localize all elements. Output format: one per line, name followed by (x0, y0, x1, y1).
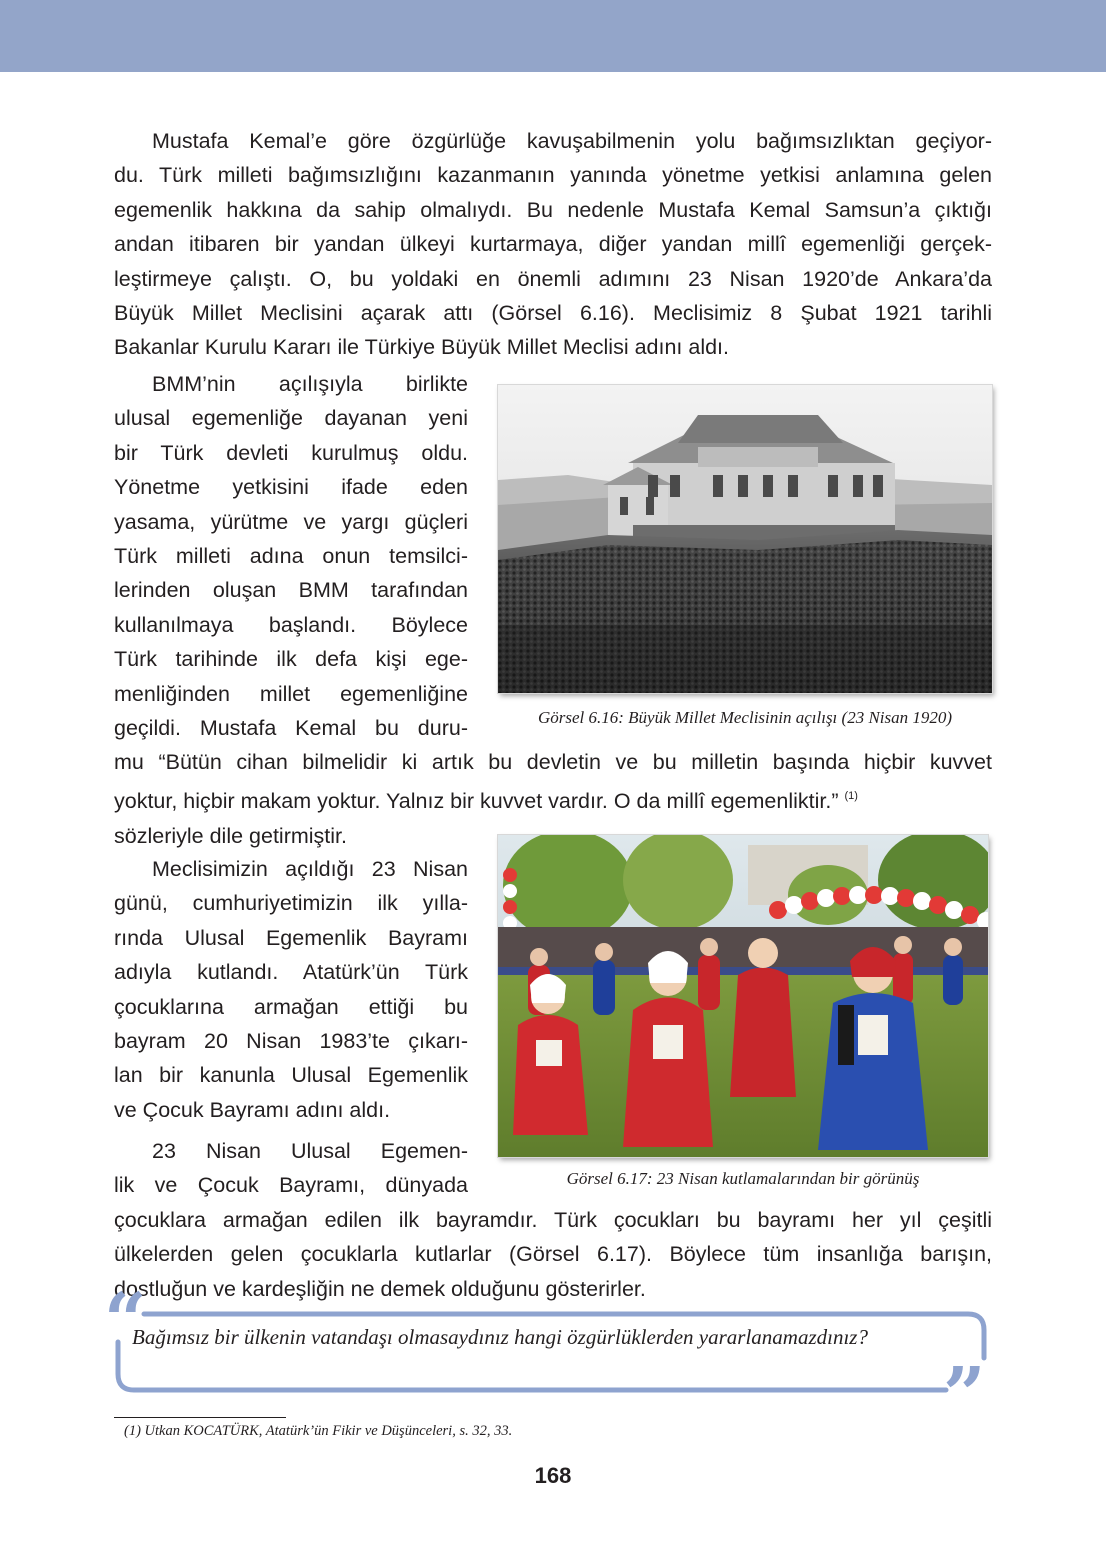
paragraph-4-continuation: çocuklara armağan edilen ilk bayramdır. Türk çocukları bu bayramı her yıl çeşitli ülkelerden gelen çocuklarla kutlarlar (Görsel 6.17). Böylece tüm insanlığa barışın, dostluğun ve kardeşliğin ne demek olduğunu gösterirler. (114, 1208, 992, 1301)
footnote-divider (114, 1417, 286, 1418)
figure-6-16-caption: Görsel 6.16: Büyük Millet Meclisinin açılışı (23 Nisan 1920) (537, 708, 953, 727)
paragraph-2-column: BMM’nin açılışıyla birlikte ulusal egemenliğe dayanan yeni bir Türk devleti kurulmuş oldu. Yönetme yetkisini ifade eden yasama, yürütme ve yargı güçleri Türk milleti adına onun temsilci- lerinden oluşan BMM tarafından kullanılmaya başlandı. Böylece Türk tarihinde ilk defa kişi ege- menliğinden millet egemenliğine geçildi. Mustafa Kemal bu duru- (114, 372, 468, 741)
page-number: 168 (534, 1463, 572, 1488)
paragraph-2-continuation: mu “Bütün cihan bilmelidir ki artık bu devletin ve bu milletin başında hiçbir kuvvet yoktur, hiçbir makam yoktur. Yalnız bir kuvvet vardır. O da millî egemenliktir.” $^{(1)}$ sözleriyle dile getirmiştir. (114, 750, 992, 848)
quote-line: yoktur, hiçbir makam yoktur. Yalnız bir kuvvet vardır. O da millî egemenliktir.” (114, 789, 839, 814)
open-quote-icon: “ (104, 1278, 147, 1364)
header-band (0, 0, 1106, 72)
parliament-opening-photo (498, 385, 992, 693)
close-quote-icon: ” (943, 1352, 986, 1438)
figure-6-17-caption: Görsel 6.17: 23 Nisan kutlamalarından bir görünüş (566, 1169, 920, 1188)
footnote: (1) Utkan KOCATÜRK, Atatürk’ün Fikir ve Düşünceleri, s. 32, 33. (124, 1423, 513, 1439)
paragraph-4-column: 23 Nisan Ulusal Egemen- lik ve Çocuk Bayramı, dünyada (114, 1139, 468, 1198)
paragraph-3-column: Meclisimizin açıldığı 23 Nisan günü, cumhuriyetimizin ilk yılla- rında Ulusal Egemenlik Bayramı adıyla kutlandı. Atatürk’ün Türk çocuklarına armağan ettiği bu bayram 20 Nisan 1983’te çıkarı- lan bir kanunla Ulusal Egemenlik ve Çocuk Bayramı adını aldı. (114, 857, 468, 1122)
footnote-reference: (1) (844, 790, 858, 803)
question-text: Bağımsız bir ülkenin vatandaşı olmasaydınız hangi özgürlüklerden yararlanamazdınız? (132, 1325, 868, 1349)
paragraph-1: Mustafa Kemal’e göre özgürlüğe kavuşabilmenin yolu bağımsızlıktan geçiyor- du. Türk milleti bağımsızlığını kazanmanın yanında yönetme yetkisi anlamına gelen egemenlik hakkına da sahip olmalıydı. Bu nedenle Mustafa Kemal Samsun’a çıktığı andan itibaren bir yandan ülkeyi kurtarmaya, diğer yandan millî egemenliği gerçek- leştirmeye çalıştı. O, bu yoldaki en önemli adımını 23 Nisan 1920’de Ankara’da Büyük Millet Meclisini açarak attı (Görsel 6.16). Meclisimiz 8 Şubat 1921 tarihli Bakanlar Kurulu Kararı ile Türkiye Büyük Millet Meclisi adını aldı. (114, 129, 992, 360)
children-festival-photo (498, 835, 988, 1157)
